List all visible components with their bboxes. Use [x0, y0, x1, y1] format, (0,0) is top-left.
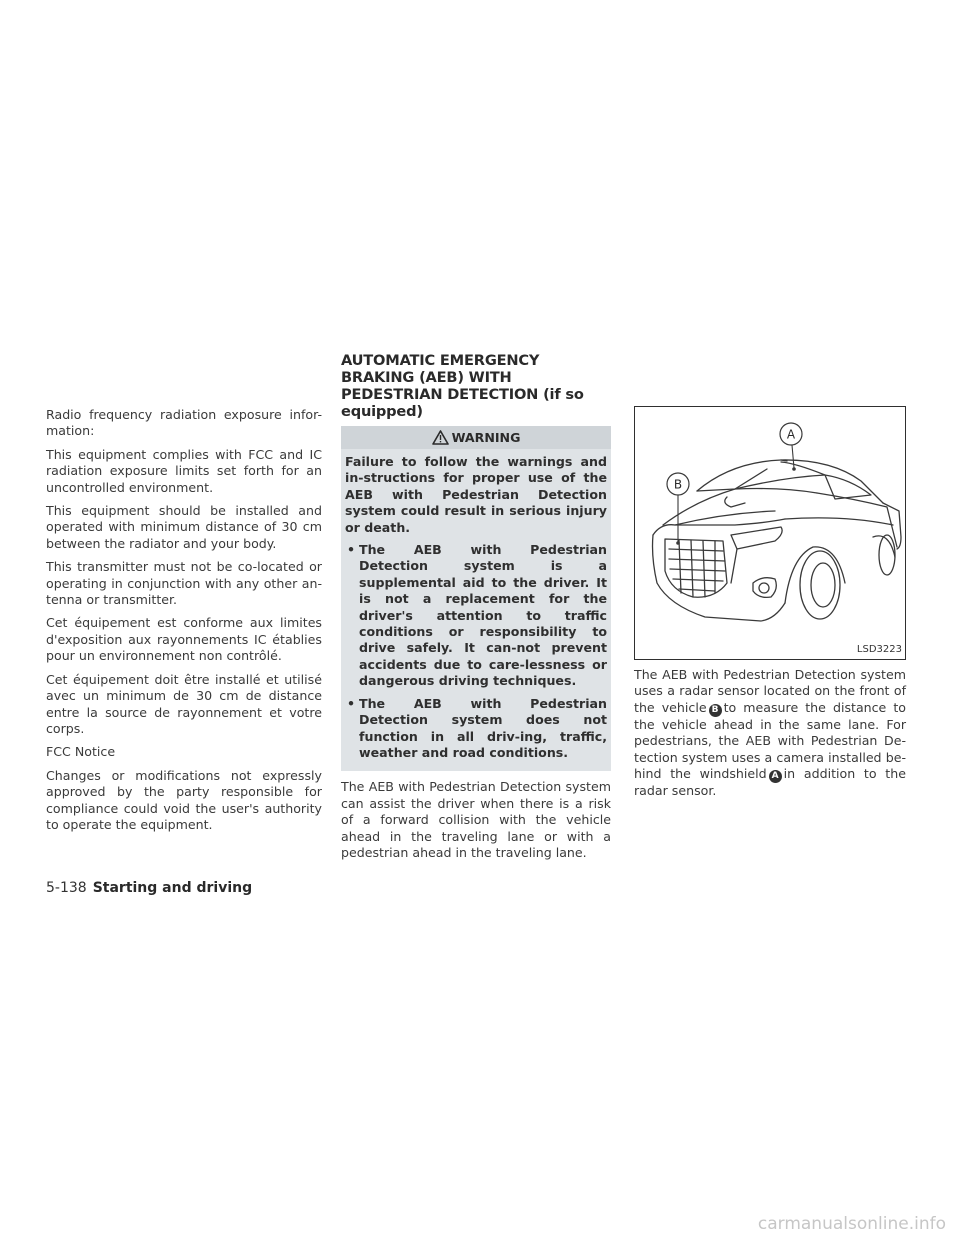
paragraph-french-distance: Cet équipement doit être installé et utilisé avec un minimum de 30 cm de distance entre la source de rayonnement et votre corps.	[46, 671, 322, 736]
left-column	[46, 407, 322, 840]
paragraph-radar-camera	[634, 667, 906, 799]
watermark: carmanualsonline.info	[757, 1214, 946, 1234]
car-illustration	[635, 407, 905, 659]
paragraph-rf-exposure: Radio frequency radiation exposure infor-mation:	[46, 407, 322, 439]
warning-bullet: • The AEB with Pedestrian Detection system does not function in all driv-ing, traffic, weather and road conditions.	[345, 696, 607, 762]
warning-intro: Failure to follow the warnings and in-structions for proper use of the AEB with Pedestrian Detection system could result in serious injury or death.	[345, 454, 607, 535]
paragraph-aeb-assist: The AEB with Pedestrian Detection system can assist the driver when there is a risk of a forward collision with the vehicle ahead in the traveling lane or with a pedestrian ahead in the traveling lane.	[341, 779, 611, 860]
callout-b-icon: B	[709, 704, 722, 717]
paragraph-min-distance: This equipment should be installed and operated with minimum distance of 30 cm between the radiator and your body.	[46, 503, 322, 551]
radar-text-part3: in addition to the radar sensor.	[634, 766, 906, 799]
page-number: 5-138	[46, 880, 87, 896]
paragraph-french-limits: Cet équipement est conforme aux limites d'exposition aux rayonnements IC établies pour un environnement non contrôlé.	[46, 615, 322, 664]
callout-a-icon: A	[769, 770, 782, 783]
radar-text-part1: The AEB with Pedestrian Detection system uses a radar sensor located on the front of the vehicle	[634, 667, 906, 715]
section-title: AUTOMATIC EMERGENCY BRAKING (AEB) WITH PEDESTRIAN DETECTION (if so equipped)	[341, 352, 584, 420]
warning-list	[345, 542, 607, 761]
figure-label-a: A	[786, 427, 796, 442]
paragraph-changes: Changes or modifications not expressly approved by the party responsible for compliance could void the user's authority to operate the equipment.	[46, 767, 322, 832]
warning-label: WARNING	[451, 430, 521, 445]
warning-body	[341, 449, 611, 761]
figure-code: LSD3223	[856, 643, 902, 655]
middle-column	[341, 352, 611, 868]
right-column	[634, 406, 906, 806]
warning-triangle-icon	[432, 430, 449, 445]
radar-text-part2: to measure the distance to the vehicle ahead in the same lane. For pedestrians, the AEB with Pedestrian De-tection system uses a camera installed be-hind the windshield	[634, 699, 906, 782]
warning-box	[341, 426, 611, 771]
figure-label-b: B	[673, 477, 683, 492]
page-footer	[46, 880, 252, 896]
warning-header	[341, 426, 611, 449]
paragraph-fcc-notice: FCC Notice	[46, 744, 116, 760]
vehicle-figure	[634, 406, 906, 660]
warning-bullet: • The AEB with Pedestrian Detection system is a supplemental aid to the driver. It is not a replacement for the driver's attention to traffic conditions or responsibility to drive safely. It can-not prevent accidents due to care-lessness or dangerous driving techniques.	[345, 542, 607, 690]
paragraph-fcc-ic-compliance: This equipment complies with FCC and IC radiation exposure limits set forth for an uncontrolled environment.	[46, 446, 322, 495]
footer-section-name: Starting and driving	[92, 880, 253, 896]
paragraph-co-location: This transmitter must not be co-located or operating in conjunction with any other an-tenna or transmitter.	[46, 559, 322, 608]
